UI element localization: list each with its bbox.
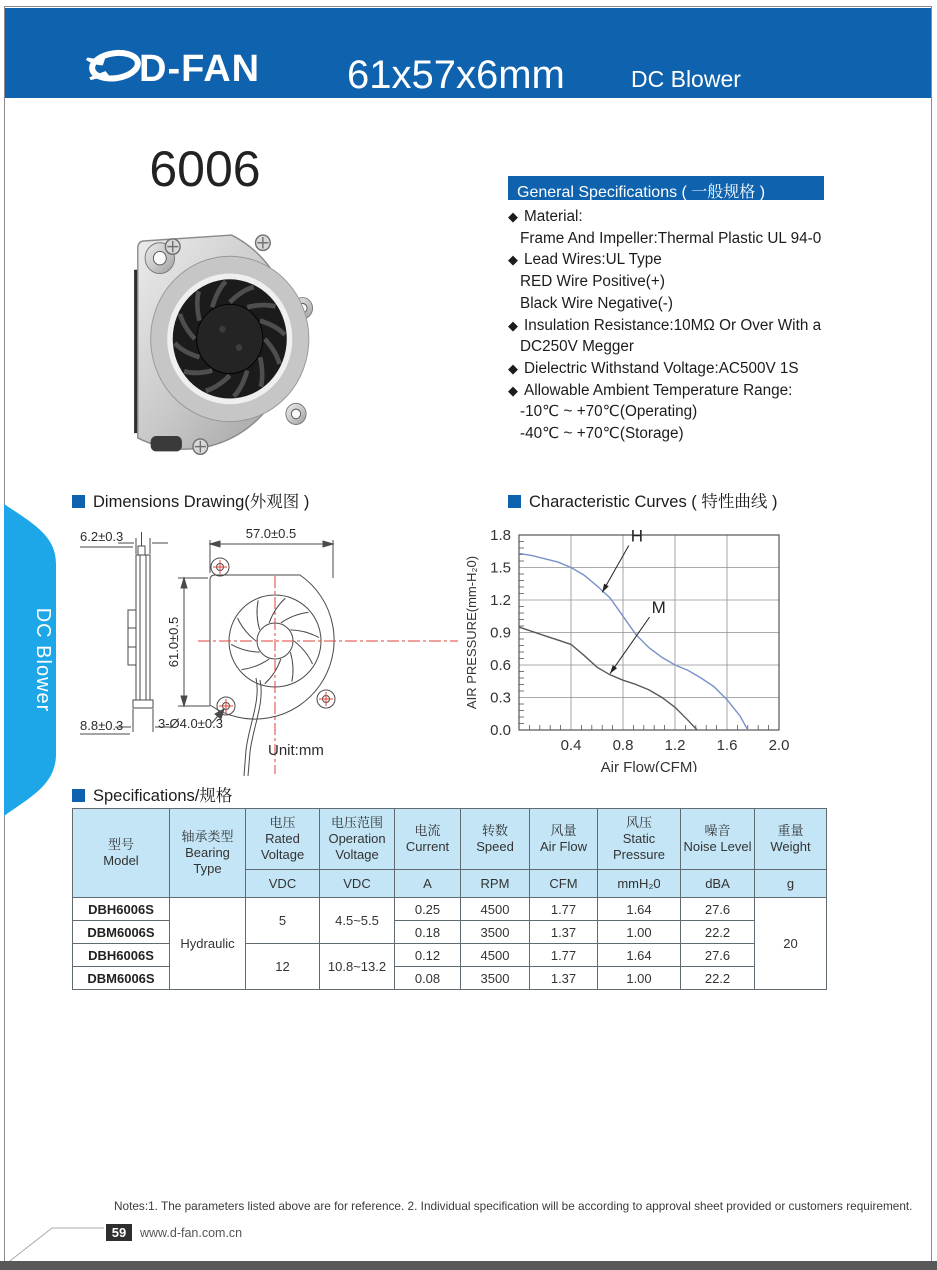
spec-table [72,808,827,990]
spec-continuation-line: -40℃ ~ +70℃(Storage) [520,425,684,443]
spec-table-header-cell: 噪音 Noise Level [681,809,755,870]
pressure-cell: 1.00 [598,967,681,990]
dimensions-section-title: Dimensions Drawing(外观图 ) [72,488,309,512]
spec-table-header-cell: 电压范围 Operation Voltage [320,809,395,870]
spec-table-row [73,898,827,921]
diamond-bullet-icon: ◆ [508,209,518,224]
airflow-cell: 1.77 [530,898,598,921]
bottom-strip [0,1261,937,1270]
spec-section-title: Specifications/规格 [72,782,232,806]
spec-table-header-cell: 风量 Air Flow [530,809,598,870]
y-tick-label: 1.2 [490,592,511,609]
side-tab-label: DC Blower [32,607,54,713]
model-cell: DBM6006S [73,967,170,990]
current-cell: 0.08 [395,967,461,990]
model-cell: DBM6006S [73,921,170,944]
spec-table-unit-cell: A [395,870,461,898]
airflow-cell: 1.77 [530,944,598,967]
spec-table-header-cell: 风压 Static Pressure [598,809,681,870]
spec-continuation-line: DC250V Megger [520,338,634,356]
product-photo [112,212,342,462]
spec-continuation-line: Frame And Impeller:Thermal Plastic UL 94-0 [520,229,822,247]
current-cell: 0.25 [395,898,461,921]
y-tick-label: 0.6 [490,657,511,674]
bearing-cell: Hydraulic [170,898,246,990]
y-axis-label: AIR PRESSURE(mm-H₂0) [464,555,479,710]
y-tick-label: 0.3 [490,689,511,707]
spec-bullet-item: ◆ Insulation Resistance:10MΩ Or Over With a [508,315,853,337]
diamond-bullet-icon: ◆ [508,317,518,333]
pressure-cell: 1.00 [598,921,681,944]
x-tick-label: 0.4 [560,737,582,754]
corner-decoration [4,1222,114,1266]
spec-table-unit-cell: CFM [530,870,598,898]
spec-bullet-item: ◆ Material: [508,206,853,228]
dfan-logo-icon [83,44,143,84]
arrowhead-icon [610,665,617,674]
noise-cell: 27.6 [681,944,755,967]
dim-holes-label: 3-Ø4.0±0.3 [158,716,223,731]
spec-table-unit-cell: mmH₂0 [598,870,681,898]
curve-H [519,553,748,730]
rated-voltage-cell: 12 [246,944,320,990]
spec-table-header-cell: 轴承类型 Bearing Type [170,809,246,898]
spec-table-header-cell: 型号 Model [73,809,170,898]
spec-table-header-cell: 电流 Current [395,809,461,870]
side-tab [4,498,60,820]
notes-text: Notes:1. The parameters listed above are for reference. 2. Individual specification will be according to approval sheet provided or customers requirement. [114,1199,913,1213]
speed-cell: 3500 [461,967,530,990]
diamond-bullet-icon: ◆ [508,360,518,376]
spec-bullet-item: ◆ Allowable Ambient Temperature Range: [508,380,853,402]
model-cell: DBH6006S [73,898,170,921]
spec-continuation-line: Black Wire Negative(-) [520,294,673,312]
model-number: 6006 [149,141,261,197]
spec-table-unit-cell: g [755,870,827,898]
product-size: 61x57x6mm [347,53,565,97]
blue-square-icon [72,789,85,802]
brand-name: D-FAN [139,48,261,90]
y-tick-label: 1.8 [490,527,511,544]
speed-cell: 4500 [461,944,530,967]
current-cell: 0.18 [395,921,461,944]
airflow-cell: 1.37 [530,967,598,990]
website-text: www.d-fan.com.cn [140,1226,243,1240]
pressure-cell: 1.64 [598,944,681,967]
y-tick-label: 0.9 [490,624,511,642]
current-cell: 0.12 [395,944,461,967]
speed-cell: 3500 [461,921,530,944]
x-axis-label: Air Flow(CFM) [600,759,698,772]
noise-cell: 22.2 [681,921,755,944]
spec-table-unit-cell: VDC [320,870,395,898]
weight-cell: 20 [755,898,827,990]
y-tick-label: 0.0 [490,722,511,739]
spec-table-unit-cell: VDC [246,870,320,898]
spec-table-header-cell: 重量 Weight [755,809,827,870]
general-specs-title: General Specifications ( 一般规格 ) [517,184,766,201]
header-bar [5,8,931,98]
spec-table-header-cell: 转数 Speed [461,809,530,870]
product-type: DC Blower [631,66,741,92]
pressure-cell: 1.64 [598,898,681,921]
dim-bottom-label: 8.8±0.3 [80,718,124,733]
spec-bullet-item: ◆ Dielectric Withstand Voltage:AC500V 1S [508,358,853,380]
airflow-cell: 1.37 [530,921,598,944]
curve-label-H: H [630,526,644,546]
x-tick-label: 0.8 [612,737,634,754]
noise-cell: 27.6 [681,898,755,921]
dim-thickness-label: 6.2±0.3 [80,529,124,544]
x-tick-label: 2.0 [768,737,790,754]
spec-table-unit-cell: dBA [681,870,755,898]
diamond-bullet-icon: ◆ [508,382,518,398]
blue-square-icon [72,495,85,508]
dim-height-label: 61.0±0.5 [166,616,181,668]
dimensions-drawing [60,510,460,778]
operation-voltage-cell: 10.8~13.2 [320,944,395,990]
general-specs-header [508,176,824,200]
y-tick-label: 1.5 [490,559,511,577]
spec-bullet-item: ◆ Lead Wires:UL Type [508,249,853,271]
spec-table-header-cell: 电压 Rated Voltage [246,809,320,870]
dim-width-label: 57.0±0.5 [245,526,297,541]
curve-M [519,627,697,730]
curve-label-M: M [651,598,666,617]
curves-section-title: Characteristic Curves ( 特性曲线 ) [508,488,777,512]
rated-voltage-cell: 5 [246,898,320,944]
x-tick-label: 1.6 [716,737,738,754]
spec-continuation-line: RED Wire Positive(+) [520,273,665,291]
operation-voltage-cell: 4.5~5.5 [320,898,395,944]
x-tick-label: 1.2 [664,737,686,754]
page-number-badge: 59 [106,1224,132,1241]
unit-label: Unit:mm [268,742,324,759]
general-specs-list [508,206,853,445]
diamond-bullet-icon: ◆ [508,252,518,268]
speed-cell: 4500 [461,898,530,921]
spec-table-unit-cell: RPM [461,870,530,898]
model-cell: DBH6006S [73,944,170,967]
noise-cell: 22.2 [681,967,755,990]
characteristic-curves-chart [462,506,932,777]
arrowhead-icon [602,584,609,593]
spec-continuation-line: -10℃ ~ +70℃(Operating) [520,403,698,421]
